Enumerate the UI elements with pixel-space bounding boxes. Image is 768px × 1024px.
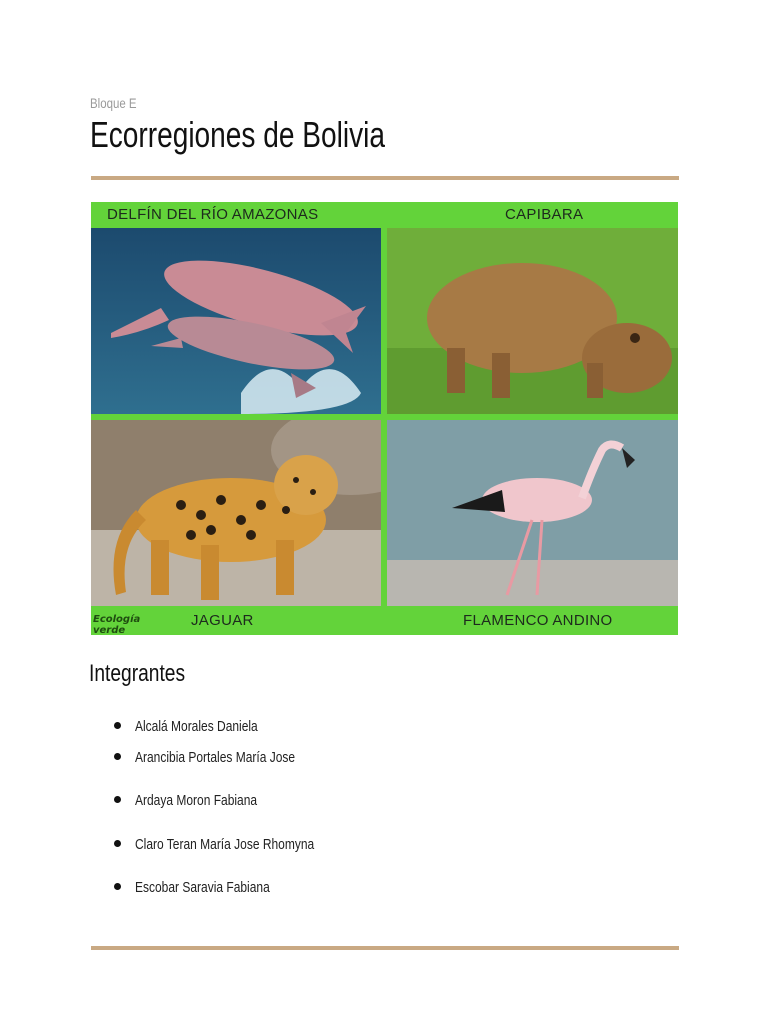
list-item: Escobar Saravia Fabiana [114, 879, 303, 896]
caption-flamingo: FLAMENCO ANDINO [463, 612, 613, 629]
list-item: Ardaya Moron Fabiana [114, 792, 288, 809]
page-title: Ecorregiones de Bolivia [90, 114, 386, 155]
caption-jaguar: JAGUAR [191, 612, 254, 629]
jaguar-photo [91, 420, 381, 606]
watermark-logo: Ecología verde [93, 614, 141, 636]
subtitle-label: Bloque E [90, 95, 137, 111]
list-item: Alcalá Morales Daniela [114, 718, 288, 735]
divider-top [91, 176, 679, 180]
bullet-icon [114, 753, 121, 760]
bullet-icon [114, 883, 121, 890]
caption-capybara: CAPIBARA [505, 206, 584, 223]
flamingo-photo [387, 420, 678, 606]
animal-collage [91, 202, 678, 635]
bullet-icon [114, 796, 121, 803]
divider-bottom [91, 946, 679, 950]
list-item: Claro Teran María Jose Rhomyna [114, 836, 359, 853]
list-item: Arancibia Portales María Jose [114, 749, 335, 766]
section-heading: Integrantes [89, 660, 186, 687]
capybara-photo [387, 228, 678, 414]
bullet-icon [114, 722, 121, 729]
dolphin-photo [91, 228, 381, 414]
bullet-icon [114, 840, 121, 847]
caption-dolphin: DELFÍN DEL RÍO AMAZONAS [107, 206, 319, 223]
